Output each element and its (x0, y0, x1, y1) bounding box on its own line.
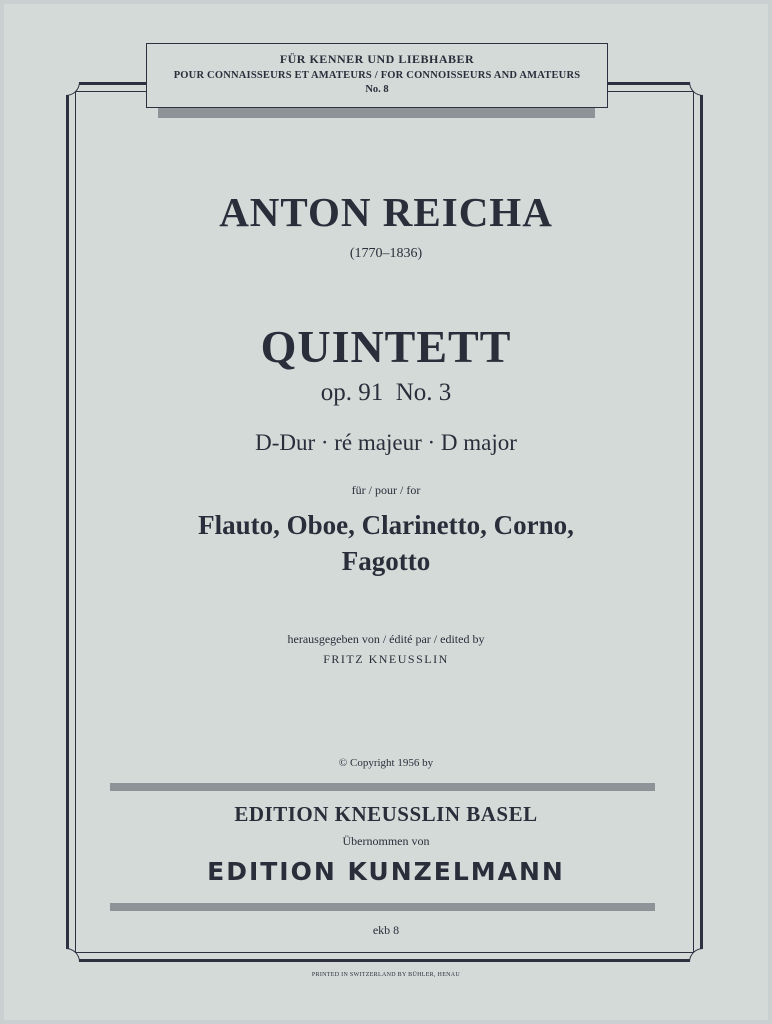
instruments-line-1: Flauto, Oboe, Clarinetto, Corno, (198, 510, 574, 540)
successor-publisher-logo: EDITION KUNZELMANN (207, 857, 565, 886)
divider-rule (110, 903, 655, 911)
work-title: QUINTETT (260, 321, 512, 372)
copyright-notice: © Copyright 1956 by (338, 757, 434, 769)
series-title: FÜR KENNER UND LIEBHABER (279, 52, 475, 66)
composer-name: ANTON REICHA (219, 189, 553, 235)
edited-by-label: herausgegeben von / édité par / edited by (287, 632, 485, 646)
instruments-line-2: Fagotto (341, 546, 431, 576)
divider-rule (110, 783, 655, 791)
series-box-shadow (158, 108, 595, 118)
key-signature: D-Dur · ré majeur · D major (255, 430, 517, 455)
original-publisher: EDITION KNEUSSLIN BASEL (234, 802, 538, 826)
composer-dates: (1770–1836) (349, 246, 423, 261)
series-box (146, 43, 608, 108)
for-label: für / pour / for (351, 483, 421, 497)
printer-note: PRINTED IN SWITZERLAND BY BÜHLER, HENAU (311, 972, 461, 978)
taken-over-label: Übernommen von (342, 834, 430, 848)
editor-name: FRITZ KNEUSSLIN (323, 652, 449, 666)
opus-number: op. 91 No. 3 (320, 379, 452, 406)
catalog-number: ekb 8 (372, 923, 400, 937)
series-number: No. 8 (365, 84, 389, 95)
series-subtitle: POUR CONNAISSEURS ET AMATEURS / FOR CONNOISSEURS AND AMATEURS (173, 70, 581, 81)
